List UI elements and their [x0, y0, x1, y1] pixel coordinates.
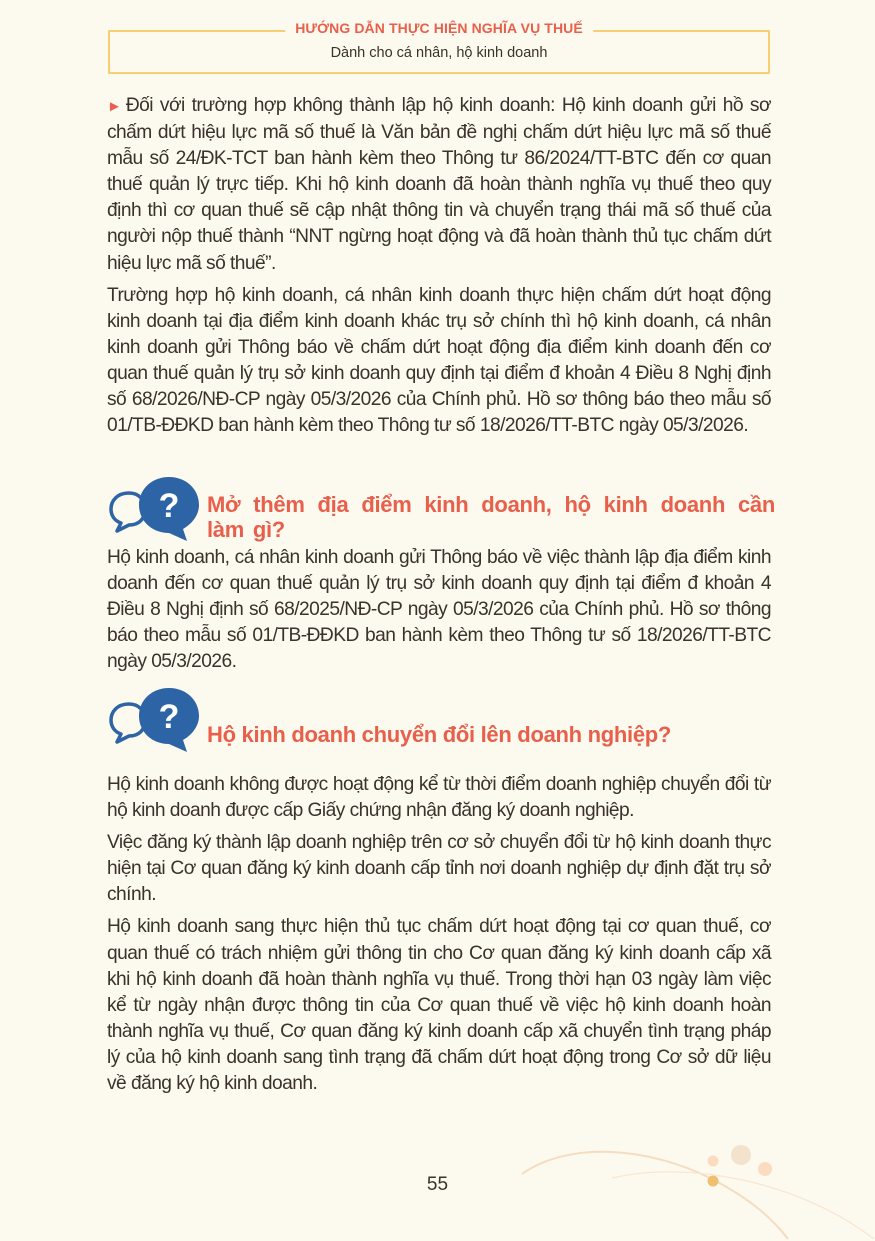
- section-heading-2: [107, 686, 775, 752]
- page-header: [108, 20, 770, 74]
- question-chat-bubble-icon: [109, 686, 199, 752]
- section-1-paragraph-1: Hộ kinh doanh, cá nhân kinh doanh gửi Thông báo về việc thành lập địa điểm kinh doanh đến cơ quan thuế quản lý trụ sở kinh doanh quy định tại điểm đ khoản 4 Điều 8 Nghị định số 68/2025/NĐ-CP ngày 05/3/2026 của Chính phủ. Hồ sơ thông báo theo mẫu số 01/TB-ĐĐKD ban hành kèm theo Thông tư số 18/2026/TT-BTC ngày 05/3/2026.: [107, 547, 771, 673]
- intro-content: [107, 93, 771, 445]
- section-body-2: [107, 772, 771, 1103]
- section-heading-1: [107, 474, 775, 542]
- header-subtitle: Dành cho cá nhân, hộ kinh doanh: [330, 45, 548, 61]
- page-number: 55: [426, 1174, 449, 1195]
- section-question-2: Hộ kinh doanh chuyển đổi lên doanh nghiệp?: [207, 721, 672, 747]
- triangle-right-icon: ►: [107, 98, 122, 115]
- header-title: HƯỚNG DẪN THỰC HIỆN NGHĨA VỤ THUẾ: [285, 20, 593, 36]
- section-2-paragraph-1: Hộ kinh doanh không được hoạt động kể từ thời điểm doanh nghiệp chuyển đổi từ hộ kinh doanh được cấp Giấy chứng nhận đăng ký doanh nghiệp.: [107, 774, 771, 822]
- svg-text:?: ?: [158, 487, 180, 525]
- section-2-paragraph-3: Hộ kinh doanh sang thực hiện thủ tục chấm dứt hoạt động tại cơ quan thuế, cơ quan thuế có trách nhiệm gửi thông tin cho Cơ quan đăng ký kinh doanh cấp xã khi hộ kinh doanh đã hoàn thành nghĩa vụ thuế. Trong thời hạn 03 ngày làm việc kể từ ngày nhận được thông tin của Cơ quan thuế về việc hộ kinh doanh hoàn thành nghĩa vụ thuế, Cơ quan đăng ký kinh doanh cấp xã chuyển tình trạng pháp lý của hộ kinh doanh sang tình trạng đã chấm dứt hoạt động trong Cơ sở dữ liệu về đăng ký hộ kinh doanh.: [107, 916, 771, 1095]
- question-chat-bubble-icon: [109, 475, 199, 541]
- section-2-paragraph-2: Việc đăng ký thành lập doanh nghiệp trên cơ sở chuyển đổi từ hộ kinh doanh thực hiện tại Cơ quan đăng ký kinh doanh cấp tỉnh nơi doanh nghiệp dự định đặt trụ sở chính.: [107, 832, 771, 906]
- section-question-1: Mở thêm địa điểm kinh doanh, hộ kinh doanh cần làm gì?: [207, 492, 775, 542]
- intro-paragraph-1-text: Đối với trường hợp không thành lập hộ kinh doanh: Hộ kinh doanh gửi hồ sơ chấm dứt hiệu lực mã số thuế là Văn bản đề nghị chấm dứt hiệu lực mã số thuế mẫu số 24/ĐK-TCT ban hành kèm theo Thông tư 86/2024/TT-BTC đến cơ quan thuế quản lý trực tiếp. Khi hộ kinh doanh đã hoàn thành nghĩa vụ thuế theo quy định thì cơ quan thuế sẽ cập nhật thông tin và chuyển trạng thái mã số thuế của người nộp thuế thành “NNT ngừng hoạt động và đã hoàn thành thủ tục chấm dứt hiệu lực mã số thuế”.: [107, 95, 771, 274]
- intro-paragraph-1: [107, 93, 771, 277]
- svg-text:?: ?: [158, 698, 180, 736]
- intro-paragraph-2: Trường hợp hộ kinh doanh, cá nhân kinh doanh thực hiện chấm dứt hoạt động kinh doanh tại địa điểm kinh doanh khác trụ sở chính thì hộ kinh doanh, cá nhân kinh doanh gửi Thông báo về chấm dứt hoạt động địa điểm kinh doanh đến cơ quan thuế quản lý trụ sở kinh doanh quy định tại điểm đ khoản 4 Điều 8 Nghị định số 68/2026/NĐ-CP ngày 05/3/2026 của Chính phủ. Hồ sơ thông báo theo mẫu số 01/TB-ĐĐKD ban hành kèm theo Thông tư số 18/2026/TT-BTC ngày 05/3/2026.: [107, 284, 771, 437]
- section-body-1: [107, 545, 771, 681]
